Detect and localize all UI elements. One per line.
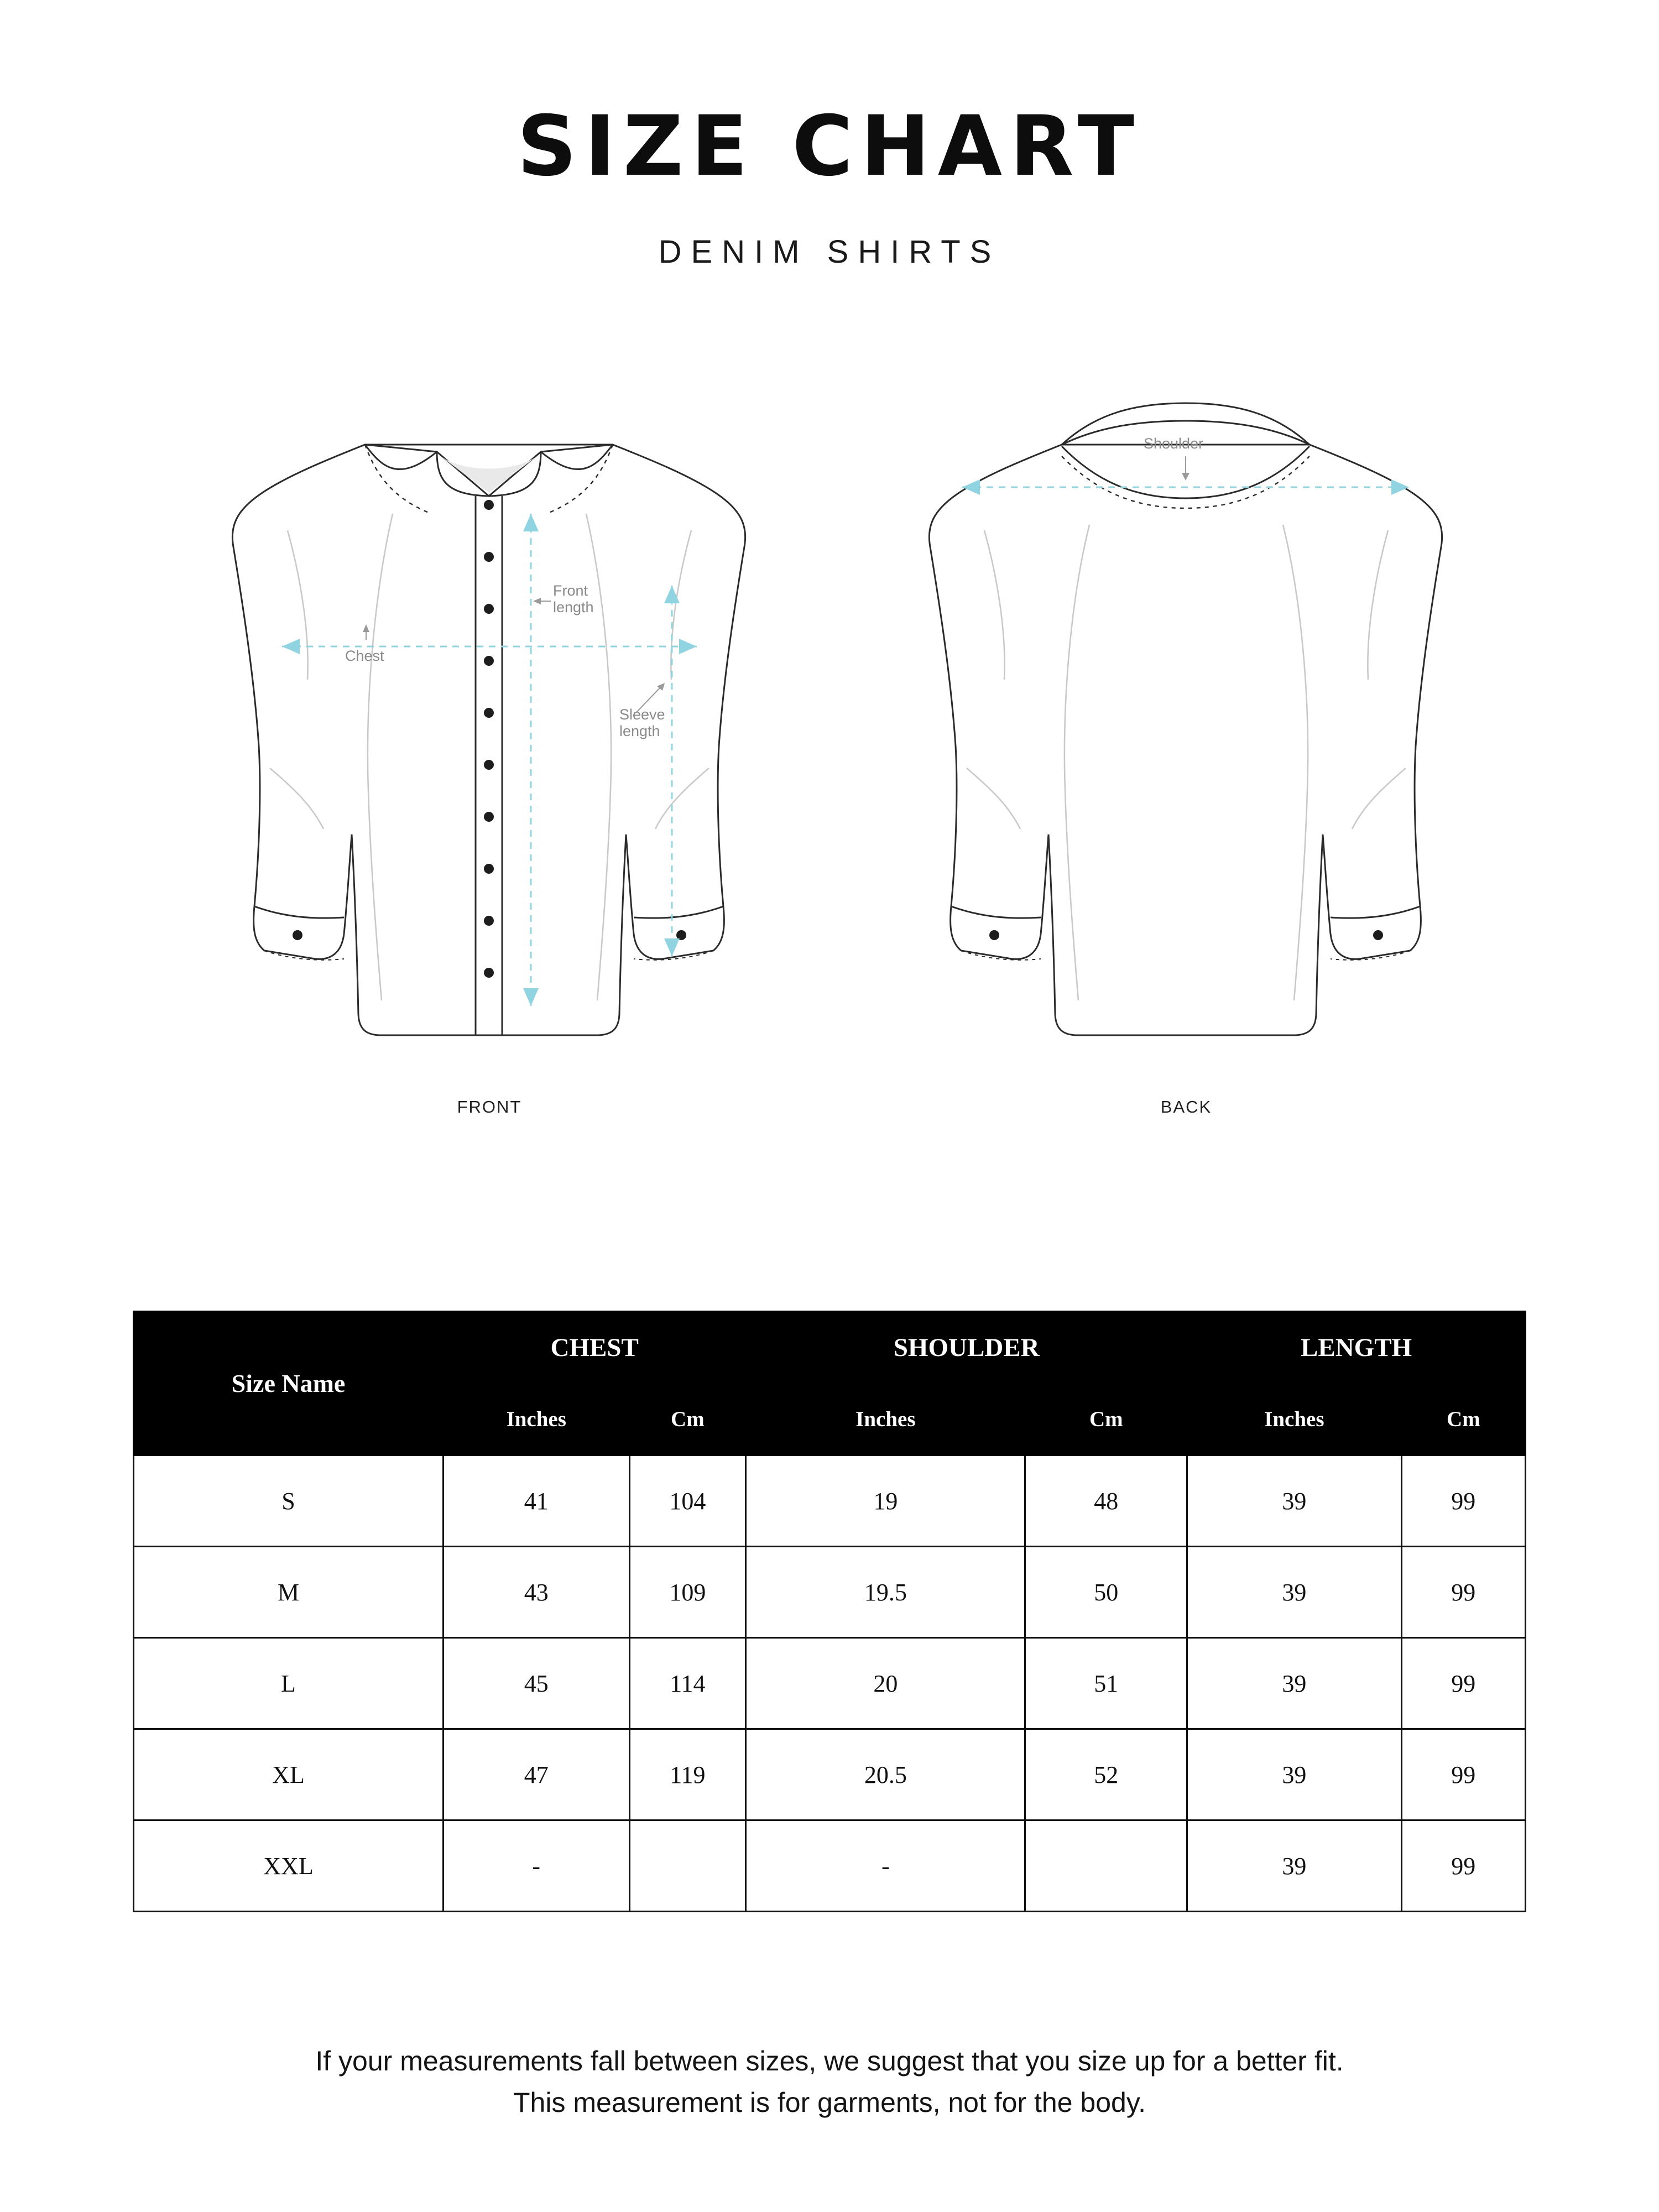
cell-length-inches: 39 [1187,1729,1401,1820]
header-unit-length-cm: Cm [1401,1384,1525,1455]
cell-length-inches: 39 [1187,1547,1401,1638]
cell-chest-cm: 119 [629,1729,746,1820]
cell-shoulder-cm: 50 [1025,1547,1187,1638]
header-group-chest: CHEST [444,1312,746,1384]
page-title: SIZE CHART [517,98,1142,195]
shirt-back-illustration [896,348,1477,1089]
front-view-caption: FRONT [457,1097,522,1117]
cell-shoulder-cm: 52 [1025,1729,1187,1820]
cell-size: S [134,1455,444,1547]
cell-length-inches: 39 [1187,1455,1401,1547]
cell-shoulder-cm: 51 [1025,1638,1187,1729]
cell-shoulder-cm: 48 [1025,1455,1187,1547]
cell-shoulder-inches: 19 [746,1455,1025,1547]
cell-size: XXL [134,1820,444,1912]
cell-size: M [134,1547,444,1638]
chest-label: Chest [345,648,384,664]
header-unit-chest-inches: Inches [444,1384,630,1455]
sleeve-length-label-line1: Sleeve [619,706,665,723]
header-unit-shoulder-inches: Inches [746,1384,1025,1455]
cell-chest-inches: 47 [444,1729,630,1820]
header-group-length: LENGTH [1187,1312,1526,1384]
header-size-name: Size Name [134,1312,444,1455]
size-table-wrapper [133,1311,1526,1912]
cell-chest-cm: 109 [629,1547,746,1638]
header-unit-shoulder-cm: Cm [1025,1384,1187,1455]
shirt-front-illustration [199,348,780,1089]
table-row [134,1455,1526,1547]
cell-shoulder-inches: 20 [746,1638,1025,1729]
cell-length-inches: 39 [1187,1820,1401,1912]
table-row [134,1729,1526,1820]
cell-length-inches: 39 [1187,1638,1401,1729]
cell-length-cm: 99 [1401,1547,1525,1638]
table-group-header-row [134,1312,1526,1384]
front-length-label-line2: length [553,599,594,615]
cell-length-cm: 99 [1401,1455,1525,1547]
cell-size: L [134,1638,444,1729]
cell-chest-inches: - [444,1820,630,1912]
cell-shoulder-inches: 20.5 [746,1729,1025,1820]
shoulder-label: Shoulder [1144,435,1204,452]
cell-chest-inches: 41 [444,1455,630,1547]
footer-note [0,2041,1659,2124]
size-table-body [134,1455,1526,1912]
cell-shoulder-inches: 19.5 [746,1547,1025,1638]
cell-chest-inches: 45 [444,1638,630,1729]
page-subtitle: DENIM SHIRTS [658,234,1001,270]
header-unit-length-inches: Inches [1187,1384,1401,1455]
header-group-shoulder: SHOULDER [746,1312,1187,1384]
size-table [133,1311,1526,1912]
cell-chest-cm: 114 [629,1638,746,1729]
cell-chest-inches: 43 [444,1547,630,1638]
sleeve-length-label-line2: length [619,723,660,739]
cell-length-cm: 99 [1401,1638,1525,1729]
cell-length-cm: 99 [1401,1729,1525,1820]
back-view-caption: BACK [1160,1097,1212,1117]
front-length-label-line1: Front [553,582,588,599]
size-table-head [134,1312,1526,1455]
cell-shoulder-cm [1025,1820,1187,1912]
cell-chest-cm [629,1820,746,1912]
cell-size: XL [134,1729,444,1820]
table-row [134,1820,1526,1912]
cell-length-cm: 99 [1401,1820,1525,1912]
cell-chest-cm: 104 [629,1455,746,1547]
illustration-area [0,348,1659,1139]
header-unit-chest-cm: Cm [629,1384,746,1455]
footer-note-line1: If your measurements fall between sizes, we suggest that you size up for a better fit. [315,2046,1344,2077]
cell-shoulder-inches: - [746,1820,1025,1912]
table-row [134,1638,1526,1729]
table-row [134,1547,1526,1638]
footer-note-line2: This measurement is for garments, not for the body. [513,2087,1146,2118]
